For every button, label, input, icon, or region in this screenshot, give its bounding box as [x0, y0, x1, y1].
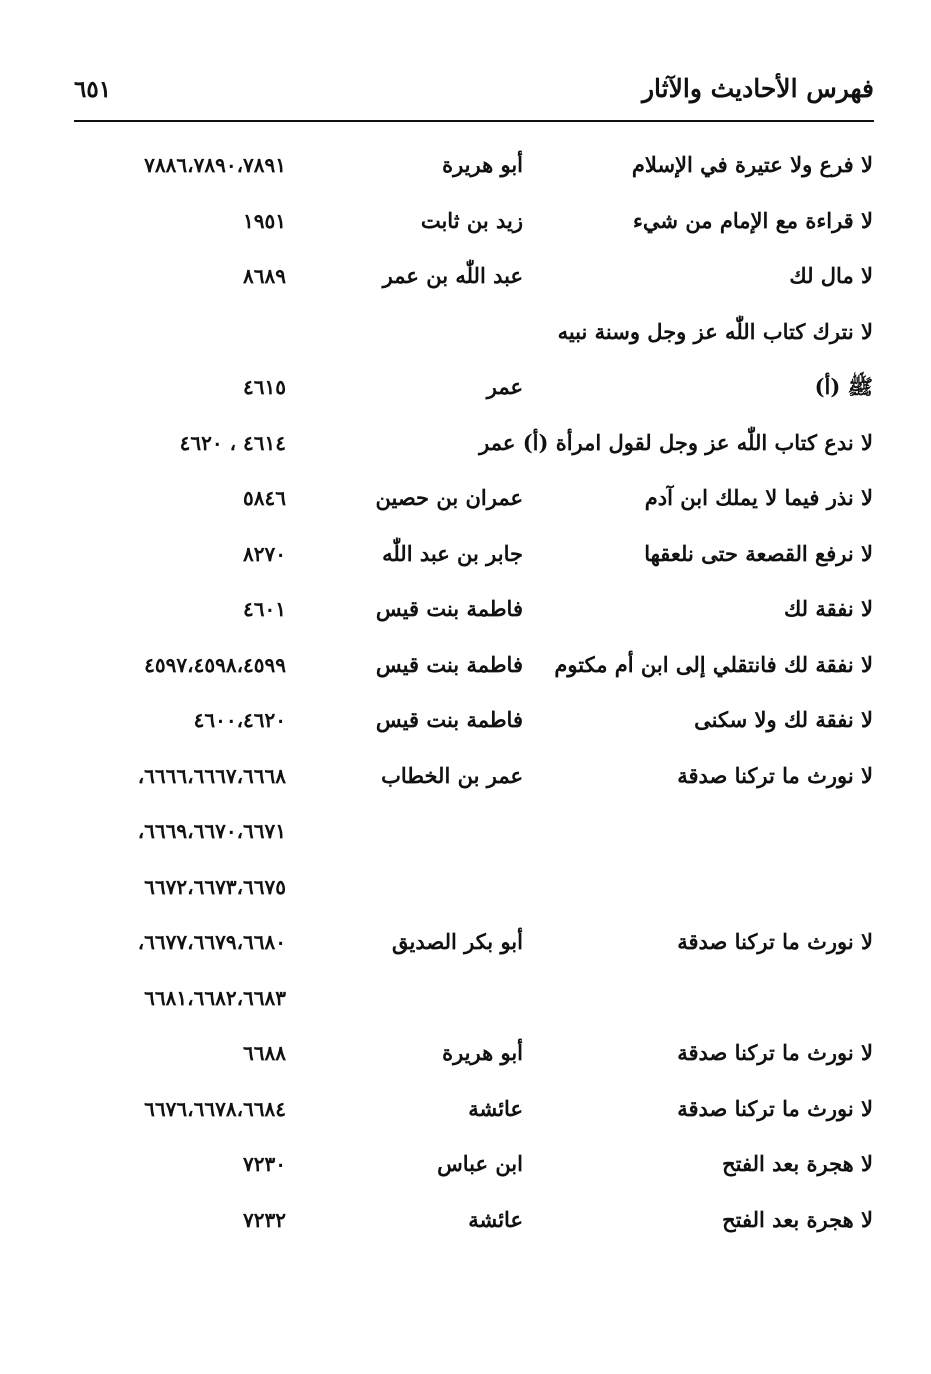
narrator-name: فاطمة بنت قيس	[375, 707, 523, 732]
index-row	[0, 198, 931, 254]
hadith-text: لا هجرة بعد الفتح	[722, 1206, 873, 1232]
page-number: ٦٥١	[74, 76, 112, 103]
index-row	[0, 1197, 931, 1253]
narrator-name: زيد بن ثابت	[420, 207, 523, 233]
reference-numbers: ٦٦٨٨	[243, 1041, 286, 1065]
header-divider	[74, 120, 874, 122]
narrator-name: فاطمة بنت قيس	[375, 596, 523, 621]
reference-numbers: ١٩٥١	[243, 208, 286, 233]
index-row	[0, 475, 931, 531]
hadith-text: لا نذر فيما لا يملك ابن آدم	[644, 485, 873, 510]
hadith-text: لا مال لك	[789, 263, 873, 288]
index-row	[0, 420, 931, 476]
hadith-text: لا نورث ما تركنا صدقة	[677, 1040, 873, 1065]
hadith-text: لا نرفع القصعة حتى نلعقها	[644, 540, 873, 566]
index-row	[0, 253, 931, 309]
index-row	[0, 697, 931, 753]
narrator-name: عمر بن الخطاب	[381, 762, 523, 788]
reference-numbers: ٤٦٠٠،٤٦٢٠	[193, 708, 286, 732]
hadith-text: لا نفقة لك	[783, 596, 873, 621]
index-row	[0, 531, 931, 587]
index-row	[0, 642, 931, 698]
index-row	[0, 975, 931, 1031]
hadith-text: لا قراءة مع الإمام من شيء	[633, 207, 873, 233]
index-row	[0, 919, 931, 975]
reference-numbers: ٥٨٤٦	[243, 486, 286, 510]
narrator-name: فاطمة بنت قيس	[375, 651, 523, 677]
index-row	[0, 1086, 931, 1142]
reference-numbers: ٦٦٨١،٦٦٨٢،٦٦٨٣	[144, 985, 286, 1010]
narrator-name: ابن عباس	[437, 1151, 523, 1176]
narrator-name: عائشة	[468, 1206, 523, 1232]
hadith-index-list	[0, 142, 931, 1252]
reference-numbers: ٧٢٣٢	[243, 1207, 286, 1232]
reference-numbers: ٨٢٧٠	[243, 541, 286, 566]
reference-numbers: ٧٨٨٦،٧٨٩٠،٧٨٩١	[144, 153, 286, 177]
hadith-text: لا ندع كتاب اللّٰه عز وجل لقول امرأة (أ) عمر	[479, 429, 873, 455]
reference-numbers: ٦٦٦٦،٦٦٦٧،٦٦٦٨،	[137, 763, 286, 788]
index-row	[0, 586, 931, 642]
reference-numbers: ٤٦١٥	[243, 375, 286, 399]
page-header	[74, 70, 874, 114]
hadith-text: لا نترك كتاب اللّٰه عز وجل وسنة نبيه	[557, 318, 873, 344]
reference-numbers: ٨٦٨٩	[243, 264, 286, 288]
index-row	[0, 309, 931, 365]
hadith-text: لا نفقة لك ولا سكنى	[694, 707, 873, 732]
reference-numbers: ٤٦٠١	[243, 597, 286, 621]
reference-numbers: ٦٦٧٦،٦٦٧٨،٦٦٨٤	[144, 1096, 286, 1121]
hadith-text: لا نورث ما تركنا صدقة	[677, 1095, 873, 1121]
narrator-name: أبو هريرة	[442, 152, 523, 177]
reference-numbers: ٤٦١٤ ، ٤٦٢٠	[179, 430, 286, 455]
index-row	[0, 142, 931, 198]
reference-numbers: ٦٦٧٢،٦٦٧٣،٦٦٧٥	[144, 874, 286, 899]
index-row	[0, 1141, 931, 1197]
reference-numbers: ٤٥٩٧،٤٥٩٨،٤٥٩٩	[144, 652, 286, 677]
narrator-name: جابر بن عبد اللّٰه	[382, 540, 523, 566]
index-row	[0, 364, 931, 420]
hadith-text: لا نورث ما تركنا صدقة	[677, 762, 873, 788]
index-row	[0, 1030, 931, 1086]
narrator-name: عبد اللّٰه بن عمر	[382, 263, 523, 288]
hadith-text: لا نورث ما تركنا صدقة	[677, 929, 873, 954]
narrator-name: عائشة	[468, 1095, 523, 1121]
reference-numbers: ٦٦٦٩،٦٦٧٠،٦٦٧١،	[137, 819, 286, 843]
index-row	[0, 808, 931, 864]
narrator-name: أبو هريرة	[442, 1040, 523, 1065]
reference-numbers: ٧٢٣٠	[243, 1152, 286, 1176]
reference-numbers: ٦٦٧٧،٦٦٧٩،٦٦٨٠،	[137, 930, 286, 954]
narrator-name: أبو بكر الصديق	[391, 929, 523, 954]
narrator-name: عمران بن حصين	[375, 485, 523, 510]
narrator-name: عمر	[486, 374, 523, 399]
hadith-text: ﷺ (أ)	[814, 374, 873, 399]
index-row	[0, 864, 931, 920]
page-title: فهرس الأحاديث والآثار	[641, 74, 874, 103]
hadith-text: لا هجرة بعد الفتح	[722, 1151, 873, 1176]
hadith-text: لا نفقة لك فانتقلي إلى ابن أم مكتوم	[554, 651, 873, 677]
index-row	[0, 753, 931, 809]
hadith-text: لا فرع ولا عتيرة في الإسلام	[631, 152, 873, 177]
